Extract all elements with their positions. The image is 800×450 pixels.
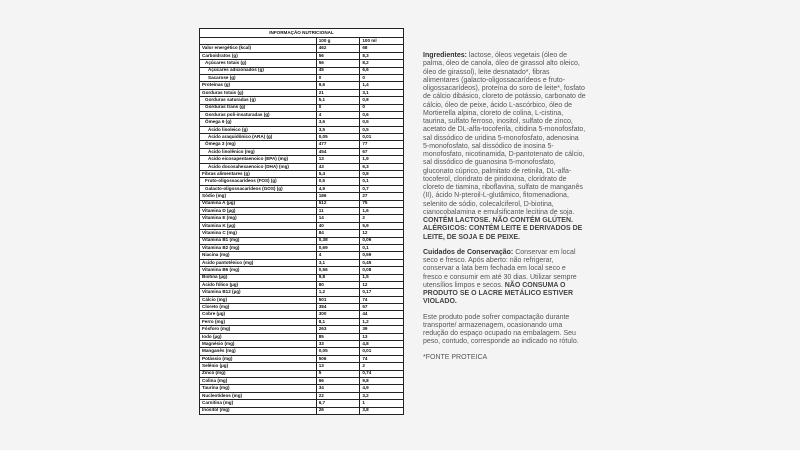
nutrient-value-100g: 4 xyxy=(316,111,360,118)
nutrient-value-100ml: 0,08 xyxy=(360,267,404,274)
nutrient-value-100g: 43 xyxy=(316,163,360,170)
nutrition-header-100ml: 100 ml xyxy=(360,38,404,45)
nutrient-name: Sódio (mg) xyxy=(200,193,317,200)
nutrition-row xyxy=(200,141,404,148)
nutrition-header-empty xyxy=(200,38,317,45)
nutrient-name: Vitamina B2 (mg) xyxy=(200,244,317,251)
nutrient-name: Vitamina E (mg) xyxy=(200,215,317,222)
nutrient-name: Nucleotídeos (mg) xyxy=(200,392,317,399)
nutrient-value-100g: 0,05 xyxy=(316,134,360,141)
nutrient-name: Ácido pantotênico (mg) xyxy=(200,259,317,266)
nutrition-row xyxy=(200,355,404,362)
nutrient-name: Cálcio (mg) xyxy=(200,296,317,303)
nutrient-value-100ml: 13 xyxy=(360,333,404,340)
nutrient-value-100g: 4,9 xyxy=(316,185,360,192)
nutrition-row xyxy=(200,333,404,340)
nutrient-value-100ml: 75 xyxy=(360,200,404,207)
nutrient-name: Vitamina B6 (mg) xyxy=(200,267,317,274)
nutrient-value-100ml: 44 xyxy=(360,311,404,318)
nutrition-row xyxy=(200,370,404,377)
nutrient-name: Potássio (mg) xyxy=(200,355,317,362)
nutrient-value-100g: 263 xyxy=(316,326,360,333)
nutrient-value-100g: 5 xyxy=(316,370,360,377)
nutrition-row xyxy=(200,207,404,214)
nutrition-row xyxy=(200,281,404,288)
nutrient-name: Magnésio (mg) xyxy=(200,341,317,348)
nutrient-value-100ml: 9,8 xyxy=(360,377,404,384)
nutrition-row xyxy=(200,304,404,311)
nutrient-name: Ácido araquidônico (ARA) (g) xyxy=(200,134,317,141)
nutrient-value-100g: 0,05 xyxy=(316,348,360,355)
nutrition-row xyxy=(200,230,404,237)
nutrition-row xyxy=(200,407,404,414)
nutrient-value-100g: 3,1 xyxy=(316,259,360,266)
nutrient-name: Vitamina B12 (µg) xyxy=(200,289,317,296)
nutrient-value-100ml: 0,5 xyxy=(360,126,404,133)
nutrient-value-100ml: 3,8 xyxy=(360,407,404,414)
nutrient-name: Niacina (mg) xyxy=(200,252,317,259)
nutrition-table-title: INFORMAÇÃO NUTRICIONAL xyxy=(200,29,404,38)
nutrient-value-100ml: 8,3 xyxy=(360,52,404,59)
protein-source-footnote: *FONTE PROTEICA xyxy=(423,353,488,361)
nutrient-value-100g: 477 xyxy=(316,141,360,148)
nutrition-row xyxy=(200,74,404,81)
nutrition-row xyxy=(200,274,404,281)
nutrient-value-100ml: 8,2 xyxy=(360,60,404,67)
nutrition-row xyxy=(200,148,404,155)
nutrition-table xyxy=(199,28,404,415)
nutrient-value-100g: 56 xyxy=(316,52,360,59)
nutrient-value-100ml: 1,5 xyxy=(360,274,404,281)
nutrient-name: Vitamina A (µg) xyxy=(200,200,317,207)
nutrient-name: Inositol (mg) xyxy=(200,407,317,414)
nutrient-value-100g: 0 xyxy=(316,74,360,81)
nutrient-value-100ml: 2 xyxy=(360,215,404,222)
nutrient-value-100g: 0,38 xyxy=(316,237,360,244)
nutrition-row xyxy=(200,289,404,296)
nutrient-name: Valor energético (kcal) xyxy=(200,45,317,52)
nutrient-value-100ml: 3,1 xyxy=(360,89,404,96)
nutrient-value-100g: 0,69 xyxy=(316,244,360,251)
nutrient-name: Fósforo (mg) xyxy=(200,326,317,333)
nutrient-value-100g: 13 xyxy=(316,363,360,370)
nutrition-row xyxy=(200,156,404,163)
nutrition-row xyxy=(200,259,404,266)
nutrient-value-100g: 1,2 xyxy=(316,289,360,296)
conservation-paragraph xyxy=(423,249,586,307)
nutrient-value-100g: 506 xyxy=(316,355,360,362)
conservation-text: Conservar em local seco e fresco. Após aberto: não refrigerar, conservar a lata bem fechada em local seco e fresco e consumir em até 30 dias. Utilizar sempre utensílios limpos e secos. xyxy=(423,248,577,289)
nutrition-table-body xyxy=(200,45,404,415)
nutrition-row xyxy=(200,400,404,407)
nutrient-value-100g: 33 xyxy=(316,341,360,348)
nutrition-row xyxy=(200,252,404,259)
nutrition-row xyxy=(200,348,404,355)
nutrient-name: Taurina (mg) xyxy=(200,385,317,392)
nutrient-value-100g: 3,5 xyxy=(316,126,360,133)
nutrition-row xyxy=(200,67,404,74)
nutrient-name: Ferro (mg) xyxy=(200,318,317,325)
nutrient-value-100g: 512 xyxy=(316,200,360,207)
nutrient-value-100ml: 0,7 xyxy=(360,185,404,192)
nutrition-row xyxy=(200,222,404,229)
nutrient-value-100ml: 1,4 xyxy=(360,82,404,89)
nutrition-row xyxy=(200,237,404,244)
conservation-label: Cuidados de Conservação: xyxy=(423,248,514,256)
nutrient-name: Galacto-oligossacarídeos (GOS) (g) xyxy=(200,185,317,192)
nutrition-header-100g: 100 g xyxy=(316,38,360,45)
nutrient-name: Ácido eicosapentaenoico (EPA) (mg) xyxy=(200,156,317,163)
nutrient-name: Açúcares adicionados (g) xyxy=(200,67,317,74)
nutrient-name: Ácido linolênico (mg) xyxy=(200,148,317,155)
nutrient-value-100g: 11 xyxy=(316,207,360,214)
nutrient-value-100ml: 2 xyxy=(360,363,404,370)
nutrient-value-100g: 14 xyxy=(316,215,360,222)
nutrient-value-100ml: 4,8 xyxy=(360,341,404,348)
nutrient-value-100g: 56 xyxy=(316,60,360,67)
nutrient-value-100ml: 0,1 xyxy=(360,244,404,251)
nutrient-name: Carnitina (mg) xyxy=(200,400,317,407)
nutrient-value-100g: 34 xyxy=(316,385,360,392)
nutrient-value-100ml: 6,6 xyxy=(360,67,404,74)
nutrient-value-100ml: 0,1 xyxy=(360,178,404,185)
nutrient-value-100ml: 74 xyxy=(360,296,404,303)
nutrient-name: Fibras alimentares (g) xyxy=(200,171,317,178)
nutrient-value-100g: 22 xyxy=(316,392,360,399)
nutrient-name: Cobre (µg) xyxy=(200,311,317,318)
nutrient-value-100g: 9,8 xyxy=(316,274,360,281)
nutrient-value-100g: 0,5 xyxy=(316,178,360,185)
nutrient-name: Gorduras totais (g) xyxy=(200,89,317,96)
nutrient-value-100ml: 74 xyxy=(360,355,404,362)
nutrient-value-100g: 13 xyxy=(316,156,360,163)
nutrient-value-100g: 66 xyxy=(316,377,360,384)
nutrient-name: Vitamina K (µg) xyxy=(200,222,317,229)
nutrition-row xyxy=(200,126,404,133)
nutrient-value-100ml: 0,74 xyxy=(360,370,404,377)
nutrition-row xyxy=(200,89,404,96)
nutrition-row xyxy=(200,185,404,192)
nutrient-name: Zinco (mg) xyxy=(200,370,317,377)
nutrient-value-100g: 85 xyxy=(316,333,360,340)
nutrient-value-100g: 5,1 xyxy=(316,97,360,104)
nutrient-name: Açúcares totais (g) xyxy=(200,60,317,67)
nutrient-name: Gorduras saturadas (g) xyxy=(200,97,317,104)
nutrient-value-100ml: 0,5 xyxy=(360,119,404,126)
nutrient-value-100ml: 0,06 xyxy=(360,237,404,244)
nutrient-value-100ml: 12 xyxy=(360,281,404,288)
nutrient-value-100ml: 4,9 xyxy=(360,385,404,392)
nutrient-value-100g: 5,4 xyxy=(316,171,360,178)
nutrient-value-100ml: 12 xyxy=(360,230,404,237)
nutrient-value-100ml: 68 xyxy=(360,45,404,52)
nutrient-value-100g: 8,1 xyxy=(316,318,360,325)
nutrient-value-100ml: 3,2 xyxy=(360,392,404,399)
nutrient-name: Carboidratos (g) xyxy=(200,52,317,59)
nutrition-row xyxy=(200,97,404,104)
nutrition-row xyxy=(200,45,404,52)
nutrient-value-100ml: 0 xyxy=(360,104,404,111)
nutrient-value-100g: 21 xyxy=(316,89,360,96)
nutrient-name: Biotina (µg) xyxy=(200,274,317,281)
nutrient-value-100ml: 0,01 xyxy=(360,134,404,141)
nutrient-value-100g: 6,7 xyxy=(316,400,360,407)
nutrient-value-100g: 45 xyxy=(316,67,360,74)
nutrient-value-100g: 454 xyxy=(316,148,360,155)
nutrition-row xyxy=(200,318,404,325)
label-text-panel xyxy=(423,52,586,369)
nutrition-row xyxy=(200,363,404,370)
nutrient-value-100g: 80 xyxy=(316,281,360,288)
nutrient-value-100ml: 0,8 xyxy=(360,97,404,104)
nutrient-value-100ml: 0,01 xyxy=(360,348,404,355)
nutrient-name: Selênio (µg) xyxy=(200,363,317,370)
ingredients-label: Ingredientes: xyxy=(423,52,467,59)
nutrient-name: Gorduras poli-insaturadas (g) xyxy=(200,111,317,118)
nutrition-row xyxy=(200,60,404,67)
nutrition-row xyxy=(200,296,404,303)
nutrient-value-100ml: 39 xyxy=(360,326,404,333)
nutrient-name: Vitamina B1 (mg) xyxy=(200,237,317,244)
nutrient-name: Vitamina D (µg) xyxy=(200,207,317,214)
nutrient-value-100ml: 0,45 xyxy=(360,259,404,266)
nutrient-name: Ácido docosahexaenoico (DHA) (mg) xyxy=(200,163,317,170)
allergen-warning: CONTÉM LACTOSE. NÃO CONTÉM GLÚTEN. ALÉRGICOS: CONTÉM LEITE E DERIVADOS DE LEITE, DE SOJA E DE PEIXE. xyxy=(423,217,583,241)
nutrition-row xyxy=(200,171,404,178)
nutrition-row xyxy=(200,119,404,126)
nutrient-value-100g: 4 xyxy=(316,252,360,259)
nutrient-value-100g: 462 xyxy=(316,45,360,52)
nutrient-value-100ml: 57 xyxy=(360,304,404,311)
nutrient-value-100g: 26 xyxy=(316,407,360,414)
nutrient-value-100g: 501 xyxy=(316,296,360,303)
nutrition-row xyxy=(200,193,404,200)
nutrition-row xyxy=(200,163,404,170)
nutrient-value-100g: 84 xyxy=(316,230,360,237)
nutrient-value-100ml: 0 xyxy=(360,74,404,81)
nutrition-row xyxy=(200,326,404,333)
nutrient-value-100ml: 1,2 xyxy=(360,318,404,325)
nutrient-value-100ml: 1 xyxy=(360,400,404,407)
nutrient-name: Vitamina C (mg) xyxy=(200,230,317,237)
nutrition-row xyxy=(200,311,404,318)
nutrition-row xyxy=(200,215,404,222)
nutrition-row xyxy=(200,377,404,384)
nutrient-value-100ml: 6,3 xyxy=(360,163,404,170)
nutrient-name: Ômega 3 (mg) xyxy=(200,141,317,148)
nutrient-value-100ml: 77 xyxy=(360,141,404,148)
nutrient-value-100ml: 67 xyxy=(360,148,404,155)
nutrient-value-100g: 0 xyxy=(316,104,360,111)
nutrient-name: Colina (mg) xyxy=(200,377,317,384)
nutrition-row xyxy=(200,267,404,274)
nutrient-value-100ml: 1,9 xyxy=(360,156,404,163)
nutrient-value-100g: 3,6 xyxy=(316,119,360,126)
nutrition-row xyxy=(200,52,404,59)
ingredients-paragraph xyxy=(423,52,586,242)
nutrition-row xyxy=(200,178,404,185)
nutrient-name: Manganês (mg) xyxy=(200,348,317,355)
nutrient-value-100ml: 0,59 xyxy=(360,252,404,259)
nutrition-row xyxy=(200,392,404,399)
nutrient-name: Iodo (µg) xyxy=(200,333,317,340)
nutrient-value-100g: 186 xyxy=(316,193,360,200)
nutrient-name: Fruto-oligossacarídeos (FOS) (g) xyxy=(200,178,317,185)
nutrient-value-100ml: 27 xyxy=(360,193,404,200)
nutrient-value-100g: 300 xyxy=(316,311,360,318)
nutrient-name: Sacarose (g) xyxy=(200,74,317,81)
nutrient-name: Cloreto (mg) xyxy=(200,304,317,311)
nutrient-value-100g: 0,56 xyxy=(316,267,360,274)
nutrition-row xyxy=(200,104,404,111)
nutrient-value-100ml: 0,17 xyxy=(360,289,404,296)
nutrient-name: Ácido fólico (µg) xyxy=(200,281,317,288)
nutrition-row xyxy=(200,385,404,392)
seal-warning: NÃO CONSUMA O PRODUTO SE O LACRE METÁLICO ESTIVER VIOLADO. xyxy=(423,281,573,306)
nutrition-row xyxy=(200,341,404,348)
nutrient-value-100ml: 0,8 xyxy=(360,171,404,178)
nutrition-row xyxy=(200,200,404,207)
nutrient-value-100ml: 0,6 xyxy=(360,111,404,118)
nutrient-name: Gorduras trans (g) xyxy=(200,104,317,111)
nutrient-value-100g: 40 xyxy=(316,222,360,229)
nutrient-name: Ácido linoleico (g) xyxy=(200,126,317,133)
nutrition-row xyxy=(200,134,404,141)
nutrient-name: Ômega 6 (g) xyxy=(200,119,317,126)
compaction-notice: Este produto pode sofrer compactação durante transporte/ armazenagem, ocasionando uma redução do espaço ocupado na embalagem. Seu peso, contudo, corresponde ao indicado no rótulo. xyxy=(423,313,579,346)
nutrition-row xyxy=(200,82,404,89)
nutrient-value-100ml: 1,6 xyxy=(360,207,404,214)
nutrient-value-100g: 9,6 xyxy=(316,82,360,89)
nutrition-row xyxy=(200,111,404,118)
ingredients-text: lactose, óleos vegetais (óleo de palma, óleo de canola, óleo de girassol alto oleico, óleo de girassol), leite desnatado*, fibras alimentares (galacto-oligossacarídeos e fruto-oligossacarídeos), proteína do soro de leite*, fosfato de cálcio dibásico, cloreto de potássio, carbonato de cálcio, óleo de peixe, ácido L-ascórbico, óleo de Mortierella alpina, cloreto de colina, L-cistina, taurina, sulfato ferroso, inositol, sulfato de zinco, acetato de DL-alfa-tocoferila, citidina 5-monofosfato, sal dissódico de uridina 5-monofosfato, adenosina 5-monofosfato, sal dissódico de inosina 5-monofosfato, nicotinamida, D-pantotenato de cálcio, sal dissódico de guanosina 5-monofosfato, gluconato cúprico, palmitato de retinila, DL-alfa-tocoferol, cloridrato de piridoxina, cloridrato de cloreto de tiamina, riboflavina, sulfato de manganês (II), ácido N-pteroil-L-glutâmico, fitomenadiona, selenito de sódio, colecalciferol, D-biotina, cianocobalamina e emulsificante lecitina de soja. xyxy=(423,52,586,216)
nutrient-name: Proteínas (g) xyxy=(200,82,317,89)
nutrition-row xyxy=(200,244,404,251)
nutrient-value-100g: 384 xyxy=(316,304,360,311)
nutrient-value-100ml: 5,9 xyxy=(360,222,404,229)
